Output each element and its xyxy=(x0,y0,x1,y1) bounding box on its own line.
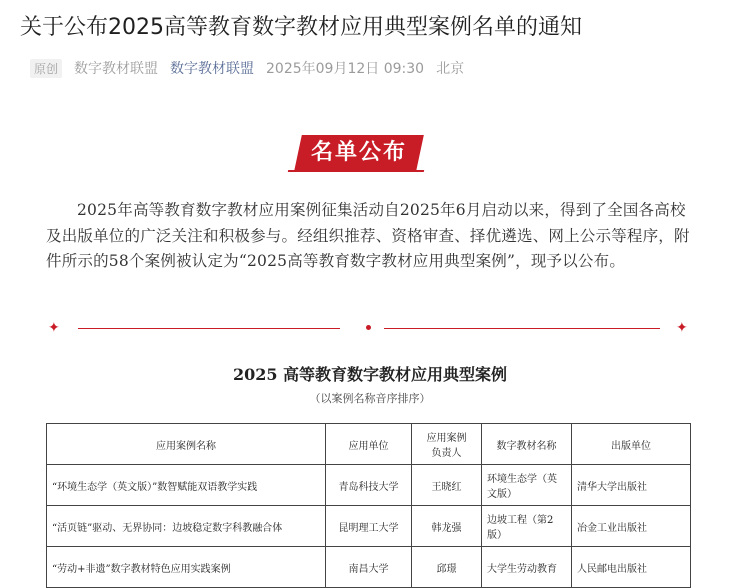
table-row xyxy=(47,547,691,588)
publish-datetime: 2025年09月12日 09:30 xyxy=(266,61,425,77)
table-row xyxy=(47,506,691,547)
cases-table xyxy=(46,423,691,588)
case-name-cell: “环境生态学（英文版）”数智赋能双语教学实践 xyxy=(47,465,326,506)
header-case-name: 应用案例名称 xyxy=(47,424,326,465)
sparkle-icon: ✦ xyxy=(48,320,60,336)
case-name-cell: “劳动+非遗”数字教材特色应用实践案例 xyxy=(47,547,326,588)
publish-location: 北京 xyxy=(436,61,465,77)
unit-cell: 昆明理工大学 xyxy=(326,506,412,547)
case-name-cell: “活页链”驱动、无界协同：边坡稳定数字科教融合体 xyxy=(47,506,326,547)
document-title: 2025 高等教育数字教材应用典型案例 xyxy=(232,365,508,384)
table-header-row xyxy=(47,424,691,465)
textbook-cell: 大学生劳动教育 xyxy=(482,547,572,588)
divider-dot xyxy=(366,325,371,330)
sparkle-icon: ✦ xyxy=(676,320,688,336)
divider-line-left xyxy=(78,328,340,329)
leader-cell: 王晓红 xyxy=(412,465,482,506)
author-name: 数字教材联盟 xyxy=(74,61,159,77)
publisher-cell: 人民邮电出版社 xyxy=(572,547,691,588)
textbook-cell: 环境生态学（英文版） xyxy=(482,465,572,506)
unit-cell: 南昌大学 xyxy=(326,547,412,588)
intro-paragraph: 2025年高等教育数字教材应用案例征集活动自2025年6月启动以来，得到了全国各高校及出版单位的广泛关注和积极参与。经组织推荐、资格审查、择优遴选、网上公示等程序，附件所示的58个案例被认定为“2025高等教育数字教材应用典型案例”，现予以公布。 xyxy=(46,201,690,270)
leader-cell: 韩龙强 xyxy=(412,506,482,547)
article-title: 关于公布2025高等教育数字教材应用典型案例名单的通知 xyxy=(20,15,582,40)
document-subtitle: （以案例名称音序排序） xyxy=(309,392,431,405)
publisher-cell: 冶金工业出版社 xyxy=(572,506,691,547)
divider-line-right xyxy=(384,328,660,329)
header-leader: 应用案例 负责人 xyxy=(412,424,482,465)
header-textbook: 数字教材名称 xyxy=(482,424,572,465)
leader-cell: 邱璟 xyxy=(412,547,482,588)
header-publisher: 出版单位 xyxy=(572,424,691,465)
section-divider xyxy=(46,320,694,336)
table-row xyxy=(47,465,691,506)
account-link[interactable]: 数字教材联盟 xyxy=(170,61,255,77)
banner-title: 名单公布 xyxy=(310,140,407,165)
article-meta xyxy=(30,58,464,78)
unit-cell: 青岛科技大学 xyxy=(326,465,412,506)
header-unit: 应用单位 xyxy=(326,424,412,465)
original-tag: 原创 xyxy=(30,59,62,78)
textbook-cell: 边坡工程（第2版） xyxy=(482,506,572,547)
publisher-cell: 清华大学出版社 xyxy=(572,465,691,506)
